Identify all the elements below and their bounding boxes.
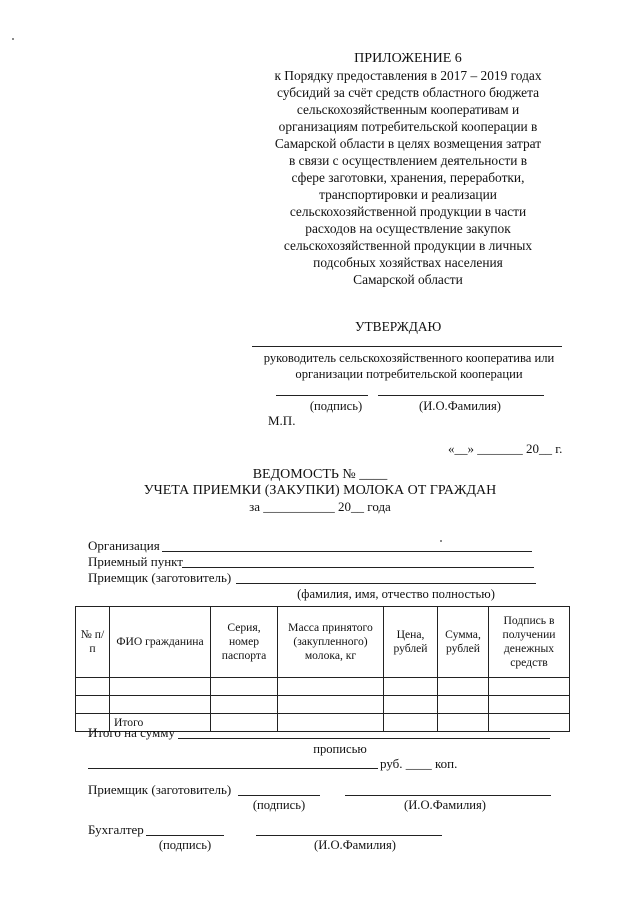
table-cell (384, 714, 438, 732)
document-title: УЧЕТА ПРИЕМКИ (ЗАКУПКИ) МОЛОКА ОТ ГРАЖДАН (143, 483, 497, 498)
header-sum: Сумма, рублей (438, 607, 489, 678)
total-sum-label: Итого на сумму (88, 725, 176, 740)
rub-kop: руб. ____ коп. (380, 756, 458, 771)
accountant-signature-line (146, 835, 224, 836)
table-row (76, 678, 570, 696)
header-citizen-name: ФИО гражданина (110, 607, 211, 678)
table-cell (384, 678, 438, 696)
header-milk-mass: Масса принятого (закупленного) молока, кг (278, 607, 384, 678)
receiver-caption: (фамилия, имя, отчество полностью) (297, 587, 495, 601)
footer-receiver-signature-line (238, 795, 320, 796)
accountant-name-line (256, 835, 442, 836)
receiver-label: Приемщик (заготовитель) (88, 570, 232, 585)
footer-receiver-label: Приемщик (заготовитель) (88, 782, 232, 797)
approval-title: УТВЕРЖДАЮ (355, 319, 442, 334)
approver-role-line: организации потребительской кооперации (295, 367, 523, 381)
header-signature: Подпись в получении денежных средств (489, 607, 570, 678)
scan-speck (440, 540, 442, 542)
header-price: Цена, рублей (384, 607, 438, 678)
table-cell (438, 678, 489, 696)
appendix-line: сфере заготовки, хранения, переработки, (291, 170, 525, 185)
appendix-line: к Порядку предоставления в 2017 – 2019 годах (274, 68, 542, 83)
scan-speck (12, 38, 14, 40)
header-passport: Серия, номер паспорта (211, 607, 278, 678)
appendix-line: сельскохозяйственной продукции в части (289, 204, 527, 219)
table-cell (278, 696, 384, 714)
approval-name-line (378, 395, 544, 396)
table-cell (211, 678, 278, 696)
table-header-row (76, 607, 570, 678)
footer-receiver-signature-caption: (подпись) (252, 798, 306, 812)
accountant-signature-caption: (подпись) (158, 838, 212, 852)
appendix-line: субсидий за счёт средств областного бюджета (276, 85, 540, 100)
table-cell (489, 714, 570, 732)
header-number: № п/п (76, 607, 110, 678)
document-period: за ___________ 20__ года (249, 499, 391, 514)
table-cell (211, 696, 278, 714)
table-cell (438, 714, 489, 732)
appendix-line: сельскохозяйственным кооперативам и (296, 102, 520, 117)
accountant-label: Бухгалтер (88, 822, 144, 837)
table-cell (278, 714, 384, 732)
appendix-line: Самарской области (353, 272, 463, 287)
reception-point-line (182, 567, 534, 568)
appendix-line: сельскохозяйственной продукции в личных (283, 238, 533, 253)
document-title-number: ВЕДОМОСТЬ № ____ (252, 467, 388, 482)
table-cell (438, 696, 489, 714)
approver-line (252, 346, 562, 347)
total-label: Итого (110, 714, 211, 732)
sum-words-line (88, 768, 378, 769)
table-cell (110, 678, 211, 696)
receiver-line (236, 583, 536, 584)
table-cell (384, 696, 438, 714)
table-cell (211, 714, 278, 732)
table-cell (76, 696, 110, 714)
accountant-name-caption: (И.О.Фамилия) (314, 838, 396, 852)
table-cell (278, 678, 384, 696)
organization-line (162, 551, 532, 552)
table-cell (76, 678, 110, 696)
appendix-line: в связи с осуществлением деятельности в (288, 153, 528, 168)
reception-point-label: Приемный пункт (88, 554, 183, 569)
organization-label: Организация (88, 538, 160, 553)
appendix-line: подсобных хозяйствах населения (313, 255, 503, 270)
approver-role (252, 350, 566, 382)
approver-role-line: руководитель сельскохозяйственного кооператива или (263, 351, 555, 365)
table-cell (489, 696, 570, 714)
appendix-line: Самарской области в целях возмещения затрат (274, 136, 542, 151)
footer-receiver-name-line (345, 795, 551, 796)
approval-signature-line (276, 395, 368, 396)
appendix-line: расходов на осуществление закупок (305, 221, 511, 236)
approval-signature-caption: (подпись) (309, 399, 363, 413)
stamp-place: М.П. (268, 413, 296, 428)
appendix-line: транспортировки и реализации (319, 187, 497, 202)
footer-receiver-name-caption: (И.О.Фамилия) (404, 798, 486, 812)
in-words-caption: прописью (313, 742, 367, 756)
table-cell (110, 696, 211, 714)
appendix-line: организациям потребительской кооперации в (278, 119, 538, 134)
table-row (76, 696, 570, 714)
appendix-heading: ПРИЛОЖЕНИЕ 6 (354, 51, 462, 66)
approval-name-caption: (И.О.Фамилия) (419, 399, 501, 413)
table-cell (489, 678, 570, 696)
milk-intake-table (75, 606, 570, 732)
appendix-block (248, 50, 568, 288)
total-sum-line (178, 738, 550, 739)
approval-date: «__» _______ 20__ г. (448, 441, 563, 456)
